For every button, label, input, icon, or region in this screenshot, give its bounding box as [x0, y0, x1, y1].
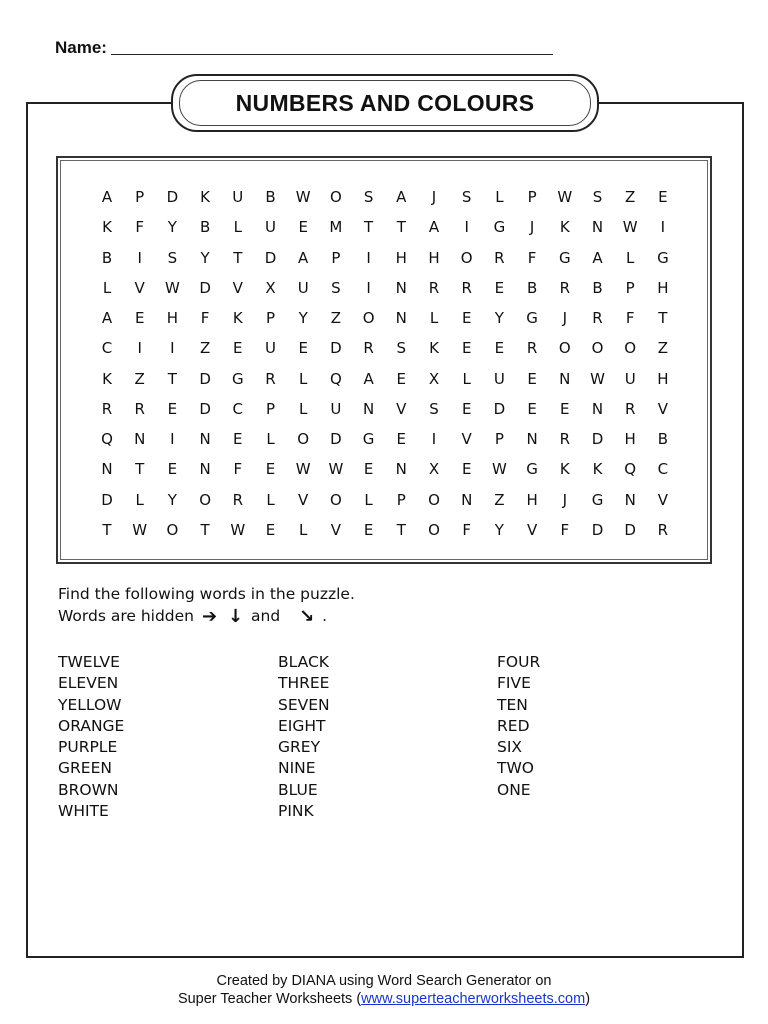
grid-letter: G	[591, 490, 604, 509]
grid-letter: L	[266, 430, 275, 448]
grid-letter: U	[330, 399, 342, 418]
word-list-item: RED	[497, 716, 530, 735]
instructions-line-2	[58, 605, 355, 628]
grid-letter: O	[558, 339, 571, 358]
grid-letter: L	[299, 520, 308, 539]
grid-letter: D	[199, 399, 211, 418]
word-list-item: BROWN	[58, 780, 119, 799]
grid-letter: Y	[298, 309, 308, 327]
grid-letter: N	[362, 399, 375, 418]
grid-letter: I	[660, 218, 666, 237]
grid-letter: H	[657, 369, 669, 388]
word-list-item: SIX	[497, 738, 523, 757]
grid-letter: N	[591, 218, 604, 237]
grid-letter: K	[429, 339, 439, 358]
grid-letter: S	[592, 188, 603, 206]
grid-letter: H	[395, 248, 407, 267]
grid-letter: R	[134, 399, 145, 418]
grid-letter: S	[167, 248, 178, 267]
word-list-item: PURPLE	[58, 738, 118, 757]
grid-letter: A	[101, 188, 113, 206]
grid-letter: E	[298, 218, 308, 237]
arrow-diagonal-icon: ↘	[299, 606, 315, 627]
grid-letter: S	[429, 399, 439, 418]
grid-letter: W	[491, 460, 507, 479]
grid-letter: A	[396, 188, 407, 206]
grid-letter: F	[527, 248, 537, 267]
grid-letter: O	[428, 520, 440, 539]
grid-letter: T	[135, 460, 145, 479]
grid-letter: A	[101, 309, 113, 327]
grid-letter: G	[493, 218, 506, 237]
grid-letter: V	[396, 399, 407, 418]
grid-letter: G	[362, 430, 375, 448]
grid-letter: H	[624, 430, 636, 448]
grid-letter: E	[527, 369, 537, 388]
grid-letter: J	[562, 490, 568, 509]
footer-source-suffix: )	[585, 991, 591, 1007]
grid-letter: R	[592, 309, 603, 327]
grid-letter: A	[428, 218, 440, 237]
grid-letter: E	[494, 339, 505, 358]
grid-letter: O	[199, 490, 211, 509]
grid-letter: G	[526, 460, 538, 479]
grid-letter: F	[462, 520, 471, 539]
grid-letter: E	[461, 460, 472, 479]
grid-letter: T	[396, 520, 406, 539]
grid-letter: F	[233, 460, 243, 479]
grid-letter: B	[592, 278, 603, 297]
grid-letter: N	[461, 490, 473, 509]
grid-letter: U	[493, 369, 505, 388]
grid-letter: I	[170, 430, 175, 448]
grid-letter: E	[167, 460, 178, 479]
grid-letter: D	[199, 369, 211, 388]
grid-letter: L	[462, 369, 471, 388]
grid-letter: W	[295, 460, 311, 479]
grid-letter: E	[265, 460, 276, 479]
grid-letter: Z	[134, 369, 145, 388]
grid-letter: P	[331, 248, 341, 267]
grid-letter: E	[461, 339, 472, 358]
grid-letter: N	[395, 278, 407, 297]
grid-letter: R	[101, 399, 113, 418]
grid-letter: M	[329, 218, 343, 237]
grid-letter: N	[624, 490, 636, 509]
grid-letter: L	[626, 248, 635, 267]
grid-letter: N	[395, 460, 407, 479]
grid-letter: Y	[167, 490, 177, 509]
grid-letter: H	[166, 309, 179, 327]
grid-letter: O	[297, 430, 310, 448]
grid-letter: A	[298, 248, 309, 267]
grid-letter: R	[526, 339, 538, 358]
grid-letter: W	[328, 460, 344, 479]
grid-letter: Z	[625, 188, 636, 206]
grid-letter: N	[101, 460, 113, 479]
grid-letter: O	[591, 339, 604, 358]
grid-letter: Z	[657, 339, 669, 358]
grid-letter: H	[657, 278, 669, 297]
footer	[0, 972, 768, 1008]
grid-letter: E	[167, 399, 178, 418]
grid-letter: D	[199, 278, 211, 297]
grid-letter: E	[461, 399, 472, 418]
grid-letter: L	[102, 278, 112, 297]
grid-letter: C	[657, 460, 669, 479]
word-list-item: FIVE	[497, 674, 531, 693]
grid-letter: K	[559, 460, 570, 479]
footer-link[interactable]: www.superteacherworksheets.com	[361, 991, 586, 1007]
grid-letter: P	[396, 490, 406, 509]
grid-letter: F	[200, 309, 210, 327]
grid-letter: A	[363, 369, 374, 388]
grid-letter: K	[102, 218, 112, 237]
grid-letter: R	[265, 369, 276, 388]
grid-letter: T	[102, 520, 112, 539]
word-search-grid	[56, 156, 712, 564]
word-list-item: EIGHT	[278, 716, 326, 735]
word-list-item: ONE	[497, 780, 531, 799]
grid-letter: T	[200, 520, 210, 539]
grid-letter: P	[265, 309, 276, 327]
grid-letter: S	[363, 188, 374, 206]
word-list-item: FOUR	[497, 653, 541, 671]
grid-letter: L	[233, 218, 242, 237]
grid-letter: T	[233, 248, 243, 267]
grid-letter: Z	[199, 339, 211, 358]
grid-letter: U	[297, 278, 309, 297]
grid-letter: Z	[330, 309, 342, 327]
grid-letter: F	[560, 520, 570, 539]
grid-letter: S	[396, 339, 407, 358]
grid-letter: O	[329, 490, 342, 509]
word-list-item: GREY	[278, 738, 321, 757]
grid-letter: V	[657, 490, 669, 509]
word-list-column-3	[497, 652, 540, 801]
grid-letter: T	[167, 369, 177, 388]
word-list-item: ORANGE	[58, 716, 125, 735]
grid-letter: T	[396, 218, 406, 237]
word-list-column-1	[58, 652, 124, 822]
instructions-line-1: Find the following words in the puzzle.	[58, 585, 355, 603]
grid-letter: T	[364, 218, 374, 237]
word-list-item: THREE	[278, 674, 330, 693]
grid-letter: Q	[101, 430, 113, 448]
grid-letter: Y	[494, 309, 504, 327]
grid-letter: R	[494, 248, 505, 267]
word-list-item: PINK	[278, 802, 314, 821]
grid-letter: L	[135, 490, 144, 509]
grid-letter: P	[494, 430, 504, 448]
grid-letter: R	[232, 490, 244, 509]
grid-letter: V	[232, 278, 243, 297]
grid-letter: L	[299, 369, 308, 388]
grid-letter: N	[134, 430, 146, 448]
grid-letter: E	[396, 369, 407, 388]
grid-letter: Y	[494, 520, 504, 539]
word-list-item: BLACK	[278, 653, 329, 671]
grid-letter: E	[396, 430, 407, 448]
grid-letter: I	[137, 248, 142, 267]
grid-letter: V	[657, 399, 669, 418]
grid-letter: H	[428, 248, 440, 267]
grid-letter: R	[428, 278, 440, 297]
grid-letter: T	[658, 309, 668, 327]
page-title: NUMBERS AND COLOURS	[235, 89, 535, 116]
grid-letter: O	[329, 188, 342, 206]
grid-letter: E	[265, 520, 276, 539]
grid-letter: C	[232, 399, 244, 418]
grid-letter: Y	[200, 248, 210, 267]
grid-letter: D	[101, 490, 113, 509]
grid-letter: U	[232, 188, 244, 206]
name-label: Name:	[55, 38, 107, 57]
grid-letter: V	[461, 430, 472, 448]
grid-letter: K	[102, 369, 112, 388]
grid-letter: V	[298, 490, 309, 509]
grid-letter: O	[362, 309, 375, 327]
grid-letter: I	[366, 278, 371, 297]
grid-letter: D	[330, 339, 342, 358]
grid-letter: I	[431, 430, 437, 448]
grid-letter: E	[658, 188, 668, 206]
grid-letter: V	[330, 520, 342, 539]
grid-letter: V	[134, 278, 145, 297]
word-list-item: GREEN	[58, 759, 112, 778]
grid-letter: E	[363, 520, 374, 539]
grid-letter: X	[265, 278, 276, 297]
instructions-prefix: Words are hidden	[58, 607, 195, 625]
grid-letter: I	[366, 248, 371, 267]
word-list-item: YELLOW	[58, 695, 122, 714]
grid-letter: W	[132, 520, 148, 539]
word-list-item: SEVEN	[278, 695, 330, 714]
grid-letter: L	[429, 309, 439, 327]
grid-letter: E	[527, 399, 537, 418]
grid-letter: V	[526, 520, 538, 539]
grid-letter: Z	[494, 490, 505, 509]
grid-letter: W	[590, 369, 605, 388]
grid-letter: H	[526, 490, 538, 509]
grid-letter: R	[559, 430, 571, 448]
grid-letter: C	[101, 339, 113, 358]
grid-letter: R	[363, 339, 374, 358]
grid-letter: Q	[329, 369, 342, 388]
grid-letter: E	[233, 430, 243, 448]
grid-letter: J	[431, 188, 437, 206]
grid-letter: D	[264, 248, 277, 267]
grid-letter: G	[526, 309, 538, 327]
grid-letter: D	[624, 520, 636, 539]
grid-letter: E	[298, 339, 308, 358]
grid-letter: N	[591, 399, 604, 418]
grid-letter: B	[101, 248, 113, 267]
grid-letter: N	[559, 369, 571, 388]
grid-letter: P	[527, 188, 537, 206]
word-list-item: WHITE	[58, 802, 109, 821]
grid-letter: D	[591, 520, 604, 539]
grid-letter: G	[558, 248, 571, 267]
grid-letter: X	[428, 369, 440, 388]
title-banner	[171, 74, 599, 132]
grid-letter: L	[299, 399, 308, 418]
grid-letter: P	[265, 399, 276, 418]
word-list-item: TWO	[497, 759, 534, 778]
grid-letter: K	[232, 309, 243, 327]
word-list-item: TEN	[497, 695, 528, 714]
grid-letter: I	[170, 339, 175, 358]
grid-letter: A	[592, 248, 603, 267]
arrow-right-icon: ➔	[201, 606, 218, 627]
instructions-period: .	[322, 607, 328, 625]
instructions	[58, 583, 355, 628]
grid-letter: O	[428, 490, 440, 509]
word-list-item: NINE	[278, 759, 316, 778]
grid-letter: E	[363, 460, 374, 479]
grid-letter: D	[591, 430, 604, 448]
grid-letter: L	[266, 490, 275, 509]
grid-letter: W	[557, 188, 573, 206]
grid-letter: O	[166, 520, 179, 539]
grid-letter: D	[493, 399, 506, 418]
grid-letter: F	[625, 309, 635, 327]
grid-letter: O	[624, 339, 637, 358]
grid-letter: R	[657, 520, 669, 539]
grid-letter: J	[529, 218, 535, 237]
grid-letter: E	[461, 309, 472, 327]
grid-letter: G	[231, 369, 244, 388]
grid-letter: U	[265, 339, 276, 358]
grid-letter: L	[495, 188, 504, 206]
grid-letter: W	[230, 520, 246, 539]
grid-letter: K	[200, 188, 211, 206]
grid-letter: X	[428, 460, 440, 479]
grid-letter: W	[295, 188, 311, 206]
grid-letter: R	[624, 399, 636, 418]
grid-letter: N	[199, 430, 211, 448]
grid-letter: B	[199, 218, 211, 237]
grid-letter: E	[134, 309, 145, 327]
arrow-down-icon: ↓	[227, 606, 244, 627]
word-list-column-2	[278, 652, 330, 822]
grid-letter: F	[135, 218, 144, 237]
grid-letter: K	[559, 218, 570, 237]
grid-letter: N	[395, 309, 407, 327]
grid-letter: W	[622, 218, 638, 237]
footer-credit-line: Created by DIANA using Word Search Generator on	[216, 973, 552, 989]
grid-letter: W	[164, 278, 180, 297]
grid-letter: E	[560, 399, 570, 418]
grid-letter: U	[265, 218, 276, 237]
grid-letter: D	[166, 188, 179, 206]
grid-letter: R	[461, 278, 472, 297]
footer-source-line	[0, 990, 768, 1008]
name-blank-line[interactable]	[111, 53, 553, 55]
grid-letter: B	[657, 430, 669, 448]
grid-letter: I	[464, 218, 469, 237]
grid-letter: Y	[167, 218, 177, 237]
word-list-item: BLUE	[278, 780, 318, 799]
grid-letter: Q	[624, 460, 637, 479]
grid-letter: G	[657, 248, 669, 267]
grid-letter: I	[137, 339, 142, 358]
footer-source-prefix: Super Teacher Worksheets (	[177, 991, 362, 1007]
word-list-item: ELEVEN	[58, 674, 119, 693]
grid-letter: U	[624, 369, 636, 388]
grid-letter: P	[625, 278, 635, 297]
instructions-and: and	[251, 607, 281, 625]
grid-letter: P	[135, 188, 145, 206]
grid-letter: B	[265, 188, 276, 206]
word-list-item: TWELVE	[58, 653, 120, 671]
grid-letter: J	[562, 309, 568, 327]
grid-letter: N	[526, 430, 538, 448]
grid-letter: S	[461, 188, 472, 206]
name-field-row	[55, 38, 553, 58]
grid-letter: N	[199, 460, 211, 479]
grid-letter: D	[330, 430, 342, 448]
grid-letter: R	[559, 278, 571, 297]
grid-letter: E	[233, 339, 243, 358]
grid-letter: O	[460, 248, 473, 267]
grid-letter: B	[526, 278, 538, 297]
grid-letter: E	[494, 278, 505, 297]
grid-letter: K	[592, 460, 603, 479]
grid-letter: L	[364, 490, 373, 509]
grid-letter: S	[331, 278, 341, 297]
